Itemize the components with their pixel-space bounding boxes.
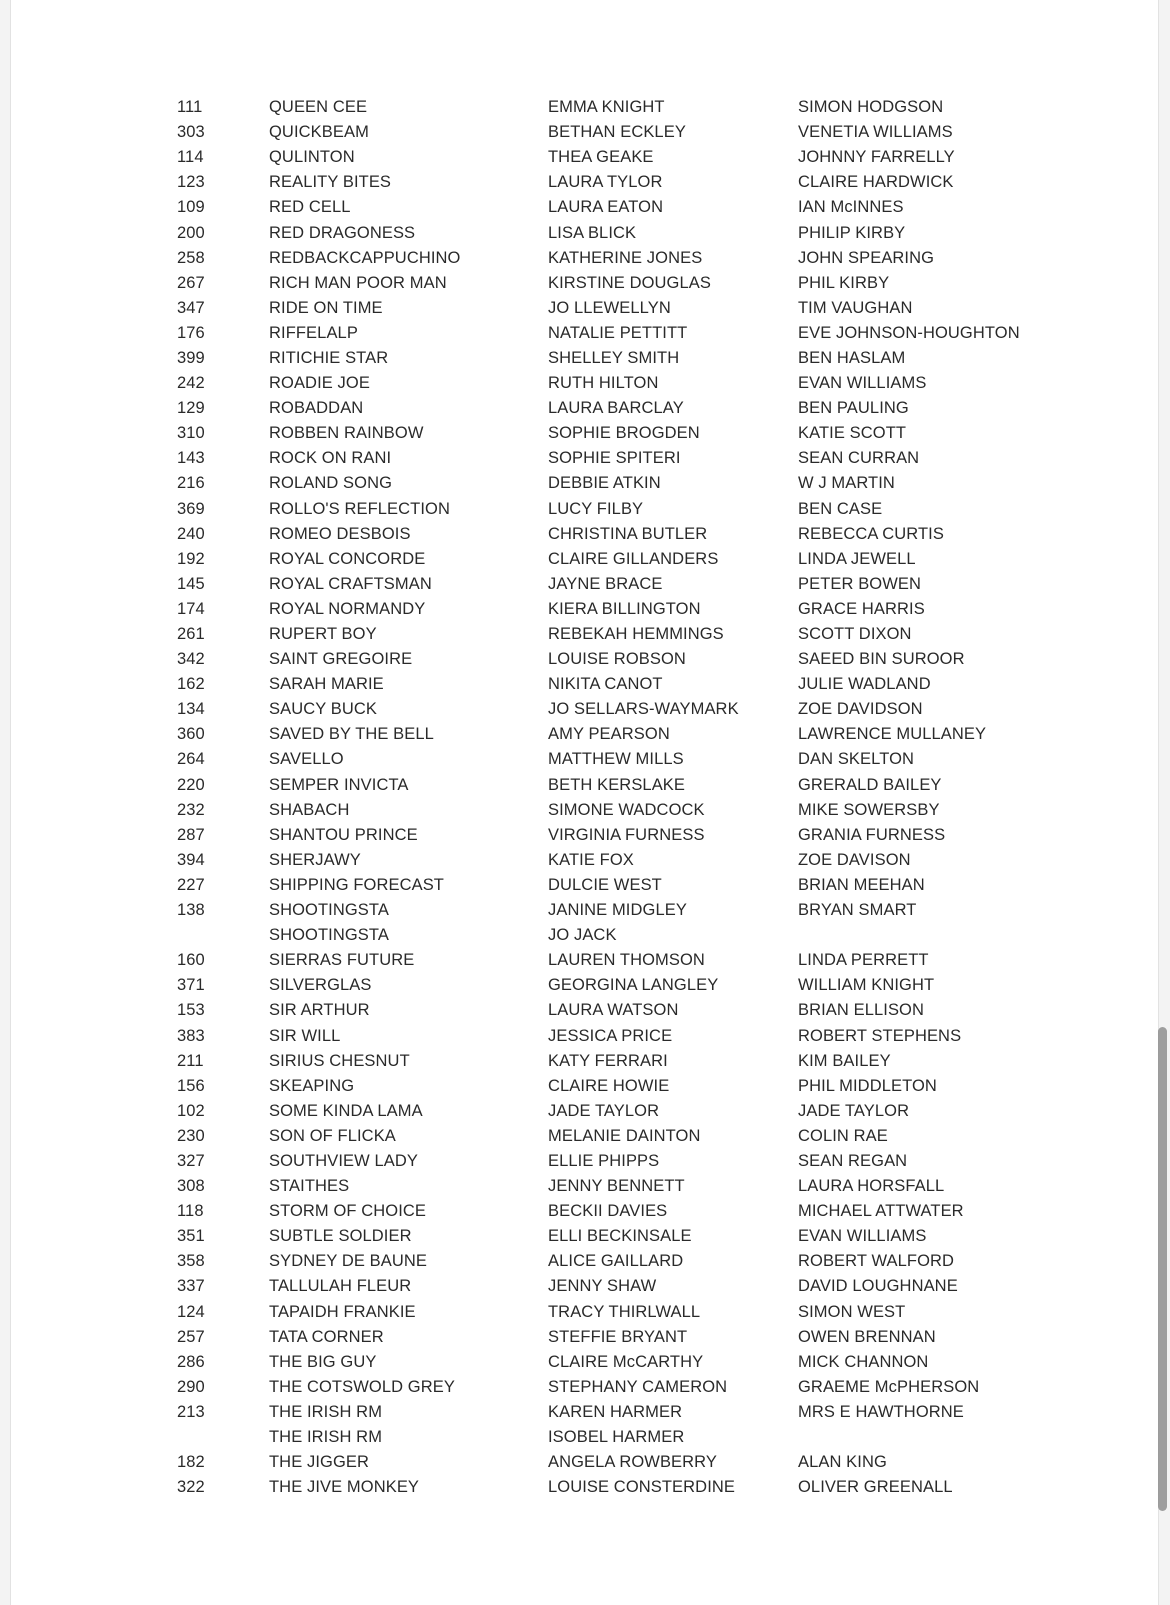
trainer-name: SEAN CURRAN <box>798 449 920 468</box>
entry-number: 102 <box>177 1101 205 1120</box>
trainer-name: LAWRENCE MULLANEY <box>798 725 987 744</box>
table-row <box>166 497 1058 522</box>
table-row <box>166 1274 1058 1299</box>
trainer-name: SCOTT DIXON <box>798 625 912 644</box>
rider-name: ISOBEL HARMER <box>548 1428 685 1447</box>
trainer-name: ROBERT STEPHENS <box>798 1026 962 1045</box>
horse-name: SHOOTINGSTA <box>269 926 389 945</box>
entry-number: 322 <box>177 1478 205 1497</box>
rider-name: JANINE MIDGLEY <box>548 901 687 920</box>
trainer-name: COLIN RAE <box>798 1126 888 1145</box>
rider-name: LAURA EATON <box>548 198 664 217</box>
entry-number: 287 <box>177 825 205 844</box>
trainer-name: GRANIA FURNESS <box>798 825 946 844</box>
horse-name: ROYAL CRAFTSMAN <box>269 574 432 593</box>
entry-number: 153 <box>177 1001 205 1020</box>
trainer-name <box>798 923 1058 948</box>
trainer-name: BEN CASE <box>798 499 883 518</box>
table-row <box>166 722 1058 747</box>
rider-name: BECKII DAVIES <box>548 1202 668 1221</box>
trainer-name: EVAN WILLIAMS <box>798 374 927 393</box>
horse-name: THE BIG GUY <box>269 1352 377 1371</box>
trainer-name: SIMON HODGSON <box>798 98 944 117</box>
table-row <box>166 396 1058 421</box>
rider-name: BETHAN ECKLEY <box>548 123 686 142</box>
horse-name: SAINT GREGOIRE <box>269 650 413 669</box>
horse-name: ROBADDAN <box>269 399 364 418</box>
trainer-name: REBECCA CURTIS <box>798 524 944 543</box>
table-row <box>166 798 1058 823</box>
rider-name: CHRISTINA BUTLER <box>548 524 708 543</box>
rider-name: JENNY BENNETT <box>548 1177 685 1196</box>
entry-number <box>166 923 269 948</box>
horse-name: RED DRAGONESS <box>269 223 416 242</box>
entry-number: 174 <box>177 599 205 618</box>
horse-name: RED CELL <box>269 198 351 217</box>
horse-name: SIERRAS FUTURE <box>269 951 415 970</box>
entry-number: 143 <box>177 449 205 468</box>
table-row <box>166 296 1058 321</box>
trainer-name: SEAN REGAN <box>798 1151 908 1170</box>
horse-name: RIFFELALP <box>269 323 358 342</box>
entry-number: 371 <box>177 976 205 995</box>
entry-number: 347 <box>177 298 205 317</box>
entry-number: 267 <box>177 273 205 292</box>
trainer-name: OWEN BRENNAN <box>798 1327 936 1346</box>
trainer-name: IAN McINNES <box>798 198 904 217</box>
horse-name: STORM OF CHOICE <box>269 1202 427 1221</box>
table-row <box>166 446 1058 471</box>
horse-name: THE IRISH RM <box>269 1428 383 1447</box>
horse-name: THE JIVE MONKEY <box>269 1478 420 1497</box>
horse-name: QUICKBEAM <box>269 123 369 142</box>
table-row <box>166 1224 1058 1249</box>
table-row <box>166 547 1058 572</box>
table-row <box>166 1450 1058 1475</box>
table-row <box>166 973 1058 998</box>
trainer-name: SIMON WEST <box>798 1302 906 1321</box>
rider-name: CLAIRE McCARTHY <box>548 1352 704 1371</box>
horse-name: SON OF FLICKA <box>269 1126 396 1145</box>
entry-number: 232 <box>177 800 205 819</box>
entry-number: 242 <box>177 374 205 393</box>
rider-name: STEFFIE BRYANT <box>548 1327 688 1346</box>
rider-name: SHELLEY SMITH <box>548 348 680 367</box>
entry-number: 394 <box>177 850 205 869</box>
table-row <box>166 672 1058 697</box>
entry-number: 383 <box>177 1026 205 1045</box>
rider-name: KIRSTINE DOUGLAS <box>548 273 711 292</box>
table-row <box>166 95 1058 120</box>
table-row <box>166 998 1058 1023</box>
entry-number: 303 <box>177 123 205 142</box>
table-row <box>166 647 1058 672</box>
rider-name: LUCY FILBY <box>548 499 644 518</box>
table-row <box>166 371 1058 396</box>
table-row <box>166 220 1058 245</box>
rider-name: LOUISE CONSTERDINE <box>548 1478 735 1497</box>
rider-name: JO JACK <box>548 926 617 945</box>
horse-name: ROYAL CONCORDE <box>269 549 426 568</box>
table-row <box>166 773 1058 798</box>
horse-name: SIRIUS CHESNUT <box>269 1051 410 1070</box>
entry-number: 351 <box>177 1227 205 1246</box>
trainer-name: JADE TAYLOR <box>798 1101 910 1120</box>
rider-name: DEBBIE ATKIN <box>548 474 661 493</box>
rider-name: JESSICA PRICE <box>548 1026 673 1045</box>
trainer-name: SAEED BIN SUROOR <box>798 650 965 669</box>
entry-number: 129 <box>177 399 205 418</box>
entry-number <box>166 1425 269 1450</box>
horse-name: ROCK ON RANI <box>269 449 392 468</box>
trainer-name: BRYAN SMART <box>798 901 917 920</box>
rider-name: NIKITA CANOT <box>548 675 663 694</box>
trainer-name: PHILIP KIRBY <box>798 223 906 242</box>
entry-number: 286 <box>177 1352 205 1371</box>
table-row <box>166 1124 1058 1149</box>
rider-name: DULCIE WEST <box>548 875 662 894</box>
horse-name: SAUCY BUCK <box>269 700 377 719</box>
table-row <box>166 271 1058 296</box>
horse-name: TATA CORNER <box>269 1327 384 1346</box>
trainer-name: ZOE DAVISON <box>798 850 911 869</box>
table-row <box>166 622 1058 647</box>
table-row <box>166 1400 1058 1425</box>
table-row <box>166 1023 1058 1048</box>
rider-name: NATALIE PETTITT <box>548 323 688 342</box>
entry-number: 240 <box>177 524 205 543</box>
table-row <box>166 948 1058 973</box>
entry-number: 145 <box>177 574 205 593</box>
horse-name: ROBBEN RAINBOW <box>269 424 424 443</box>
entry-number: 399 <box>177 348 205 367</box>
entry-number: 310 <box>177 424 205 443</box>
entry-number: 176 <box>177 323 205 342</box>
trainer-name: ZOE DAVIDSON <box>798 700 923 719</box>
horse-name: SAVED BY THE BELL <box>269 725 434 744</box>
rider-name: AMY PEARSON <box>548 725 670 744</box>
table-row <box>166 747 1058 772</box>
rider-name: GEORGINA LANGLEY <box>548 976 719 995</box>
horse-name: SILVERGLAS <box>269 976 372 995</box>
table-row <box>166 1199 1058 1224</box>
table-row <box>166 1300 1058 1325</box>
entry-number: 156 <box>177 1076 205 1095</box>
horse-name: TAPAIDH FRANKIE <box>269 1302 416 1321</box>
entry-number: 264 <box>177 750 205 769</box>
rider-name: SIMONE WADCOCK <box>548 800 705 819</box>
trainer-name: GRAEME McPHERSON <box>798 1377 980 1396</box>
table-row <box>166 1325 1058 1350</box>
trainer-name: WILLIAM KNIGHT <box>798 976 935 995</box>
rider-name: LAURA BARCLAY <box>548 399 684 418</box>
table-row <box>166 145 1058 170</box>
rider-name: CLAIRE HOWIE <box>548 1076 670 1095</box>
rider-name: EMMA KNIGHT <box>548 98 665 117</box>
rider-name: JO SELLARS-WAYMARK <box>548 700 739 719</box>
horse-name: SHERJAWY <box>269 850 361 869</box>
horse-name: QULINTON <box>269 148 355 167</box>
table-row <box>166 195 1058 220</box>
horse-name: SUBTLE SOLDIER <box>269 1227 412 1246</box>
entry-number: 134 <box>177 700 205 719</box>
table-row <box>166 1174 1058 1199</box>
horse-name: THE IRISH RM <box>269 1402 383 1421</box>
trainer-name: VENETIA WILLIAMS <box>798 123 953 142</box>
horse-name: REDBACKCAPPUCHINO <box>269 248 461 267</box>
rider-name: ELLI BECKINSALE <box>548 1227 692 1246</box>
horse-name: RIDE ON TIME <box>269 298 383 317</box>
table-row <box>166 246 1058 271</box>
table-row <box>166 522 1058 547</box>
horse-name: TALLULAH FLEUR <box>269 1277 412 1296</box>
rider-name: VIRGINIA FURNESS <box>548 825 705 844</box>
trainer-name: PHIL KIRBY <box>798 273 890 292</box>
trainer-name: MICK CHANNON <box>798 1352 929 1371</box>
table-row <box>166 1350 1058 1375</box>
horse-name: ROLLO'S REFLECTION <box>269 499 450 518</box>
trainer-name: BEN PAULING <box>798 399 909 418</box>
rider-name: BETH KERSLAKE <box>548 775 686 794</box>
rider-name: CLAIRE GILLANDERS <box>548 549 719 568</box>
rider-name: KATY FERRARI <box>548 1051 668 1070</box>
table-row <box>166 120 1058 145</box>
trainer-name: MICHAEL ATTWATER <box>798 1202 964 1221</box>
rider-name: KATHERINE JONES <box>548 248 703 267</box>
table-row <box>166 848 1058 873</box>
entry-number: 230 <box>177 1126 205 1145</box>
trainer-name: EVE JOHNSON-HOUGHTON <box>798 323 1020 342</box>
entries-table-body <box>166 95 1058 1500</box>
rider-name: MELANIE DAINTON <box>548 1126 701 1145</box>
rider-name: JAYNE BRACE <box>548 574 663 593</box>
horse-name: RUPERT BOY <box>269 625 377 644</box>
trainer-name: EVAN WILLIAMS <box>798 1227 927 1246</box>
table-row <box>166 572 1058 597</box>
rider-name: LAURA TYLOR <box>548 173 663 192</box>
horse-name: REALITY BITES <box>269 173 392 192</box>
entry-number: 227 <box>177 875 205 894</box>
entry-number: 327 <box>177 1151 205 1170</box>
table-row <box>166 597 1058 622</box>
trainer-name: GRERALD BAILEY <box>798 775 942 794</box>
horse-name: THE COTSWOLD GREY <box>269 1377 455 1396</box>
trainer-name: ALAN KING <box>798 1453 887 1472</box>
rider-name: ELLIE PHIPPS <box>548 1151 660 1170</box>
entry-number: 138 <box>177 901 205 920</box>
trainer-name: MRS E HAWTHORNE <box>798 1402 964 1421</box>
horse-name: ROLAND SONG <box>269 474 393 493</box>
entry-number: 200 <box>177 223 205 242</box>
rider-name: TRACY THIRLWALL <box>548 1302 701 1321</box>
rider-name: KATIE FOX <box>548 850 634 869</box>
entry-number: 111 <box>177 98 203 117</box>
horse-name: SHABACH <box>269 800 350 819</box>
table-row <box>166 1249 1058 1274</box>
trainer-name: PETER BOWEN <box>798 574 922 593</box>
horse-name: SHIPPING FORECAST <box>269 875 444 894</box>
entry-number: 123 <box>177 173 205 192</box>
trainer-name: W J MARTIN <box>798 474 895 493</box>
entry-number: 124 <box>177 1302 205 1321</box>
trainer-name: GRACE HARRIS <box>798 599 925 618</box>
table-row <box>166 1475 1058 1500</box>
table-row <box>166 823 1058 848</box>
table-row <box>166 898 1058 923</box>
entry-number: 258 <box>177 248 205 267</box>
trainer-name: BRIAN MEEHAN <box>798 875 925 894</box>
rider-name: MATTHEW MILLS <box>548 750 684 769</box>
rider-name: LAUREN THOMSON <box>548 951 705 970</box>
rider-name: JADE TAYLOR <box>548 1101 660 1120</box>
horse-name: SIR WILL <box>269 1026 341 1045</box>
horse-name: ROYAL NORMANDY <box>269 599 426 618</box>
trainer-name: PHIL MIDDLETON <box>798 1076 937 1095</box>
horse-name: RICH MAN POOR MAN <box>269 273 447 292</box>
entries-table <box>166 95 1058 1500</box>
entry-number: 213 <box>177 1402 205 1421</box>
table-row <box>166 697 1058 722</box>
entry-number: 342 <box>177 650 205 669</box>
horse-name: SEMPER INVICTA <box>269 775 409 794</box>
horse-name: ROMEO DESBOIS <box>269 524 411 543</box>
table-row <box>166 471 1058 496</box>
trainer-name: KIM BAILEY <box>798 1051 891 1070</box>
entry-number: 114 <box>177 148 204 167</box>
entry-number: 182 <box>177 1453 205 1472</box>
rider-name: STEPHANY CAMERON <box>548 1377 728 1396</box>
entry-number: 192 <box>177 549 205 568</box>
table-row <box>166 1149 1058 1174</box>
trainer-name: BEN HASLAM <box>798 348 906 367</box>
rider-name: LISA BLICK <box>548 223 637 242</box>
table-row <box>166 1049 1058 1074</box>
horse-name: SHANTOU PRINCE <box>269 825 418 844</box>
trainer-name: KATIE SCOTT <box>798 424 907 443</box>
entry-number: 216 <box>177 474 205 493</box>
entry-number: 358 <box>177 1252 205 1271</box>
entry-number: 257 <box>177 1327 205 1346</box>
rider-name: ANGELA ROWBERRY <box>548 1453 717 1472</box>
trainer-name: CLAIRE HARDWICK <box>798 173 954 192</box>
trainer-name <box>798 1425 1058 1450</box>
rider-name: THEA GEAKE <box>548 148 654 167</box>
entry-number: 109 <box>177 198 205 217</box>
table-row <box>166 421 1058 446</box>
rider-name: LAURA WATSON <box>548 1001 679 1020</box>
table-row <box>166 1099 1058 1124</box>
trainer-name: LINDA JEWELL <box>798 549 916 568</box>
rider-name: REBEKAH HEMMINGS <box>548 625 724 644</box>
trainer-name: ROBERT WALFORD <box>798 1252 955 1271</box>
rider-name: ALICE GAILLARD <box>548 1252 684 1271</box>
horse-name: STAITHES <box>269 1177 350 1196</box>
table-row <box>166 873 1058 898</box>
entry-number: 308 <box>177 1177 205 1196</box>
table-row <box>166 346 1058 371</box>
vertical-scrollbar[interactable] <box>1158 1027 1167 1511</box>
entry-number: 118 <box>177 1202 204 1221</box>
horse-name: SHOOTINGSTA <box>269 901 389 920</box>
horse-name: SYDNEY DE BAUNE <box>269 1252 427 1271</box>
entry-number: 160 <box>177 951 205 970</box>
horse-name: ROADIE JOE <box>269 374 370 393</box>
horse-name: SARAH MARIE <box>269 675 384 694</box>
rider-name: SOPHIE BROGDEN <box>548 424 700 443</box>
table-row <box>166 321 1058 346</box>
entry-number: 369 <box>177 499 205 518</box>
rider-name: KIERA BILLINGTON <box>548 599 701 618</box>
trainer-name: BRIAN ELLISON <box>798 1001 925 1020</box>
trainer-name: JULIE WADLAND <box>798 675 931 694</box>
table-row <box>166 170 1058 195</box>
horse-name: SOME KINDA LAMA <box>269 1101 423 1120</box>
table-row <box>166 1375 1058 1400</box>
trainer-name: MIKE SOWERSBY <box>798 800 940 819</box>
entry-number: 360 <box>177 725 205 744</box>
rider-name: RUTH HILTON <box>548 374 659 393</box>
trainer-name: TIM VAUGHAN <box>798 298 913 317</box>
entry-number: 220 <box>177 775 205 794</box>
table-row <box>166 1425 1058 1450</box>
trainer-name: JOHN SPEARING <box>798 248 935 267</box>
trainer-name: DAVID LOUGHNANE <box>798 1277 958 1296</box>
horse-name: SKEAPING <box>269 1076 355 1095</box>
trainer-name: JOHNNY FARRELLY <box>798 148 955 167</box>
entry-number: 290 <box>177 1377 205 1396</box>
entry-number: 337 <box>177 1277 205 1296</box>
rider-name: LOUISE ROBSON <box>548 650 686 669</box>
document-page <box>10 0 1159 1605</box>
table-row <box>166 1074 1058 1099</box>
rider-name: JO LLEWELLYN <box>548 298 671 317</box>
entry-number: 261 <box>177 625 205 644</box>
trainer-name: DAN SKELTON <box>798 750 915 769</box>
horse-name: THE JIGGER <box>269 1453 370 1472</box>
entry-number: 211 <box>177 1051 204 1070</box>
rider-name: KAREN HARMER <box>548 1402 683 1421</box>
horse-name: SOUTHVIEW LADY <box>269 1151 419 1170</box>
trainer-name: OLIVER GREENALL <box>798 1478 953 1497</box>
horse-name: QUEEN CEE <box>269 98 368 117</box>
table-row <box>166 923 1058 948</box>
horse-name: SAVELLO <box>269 750 344 769</box>
horse-name: SIR ARTHUR <box>269 1001 370 1020</box>
rider-name: SOPHIE SPITERI <box>548 449 681 468</box>
entry-number: 162 <box>177 675 205 694</box>
rider-name: JENNY SHAW <box>548 1277 657 1296</box>
trainer-name: LINDA PERRETT <box>798 951 929 970</box>
horse-name: RITICHIE STAR <box>269 348 389 367</box>
trainer-name: LAURA HORSFALL <box>798 1177 945 1196</box>
